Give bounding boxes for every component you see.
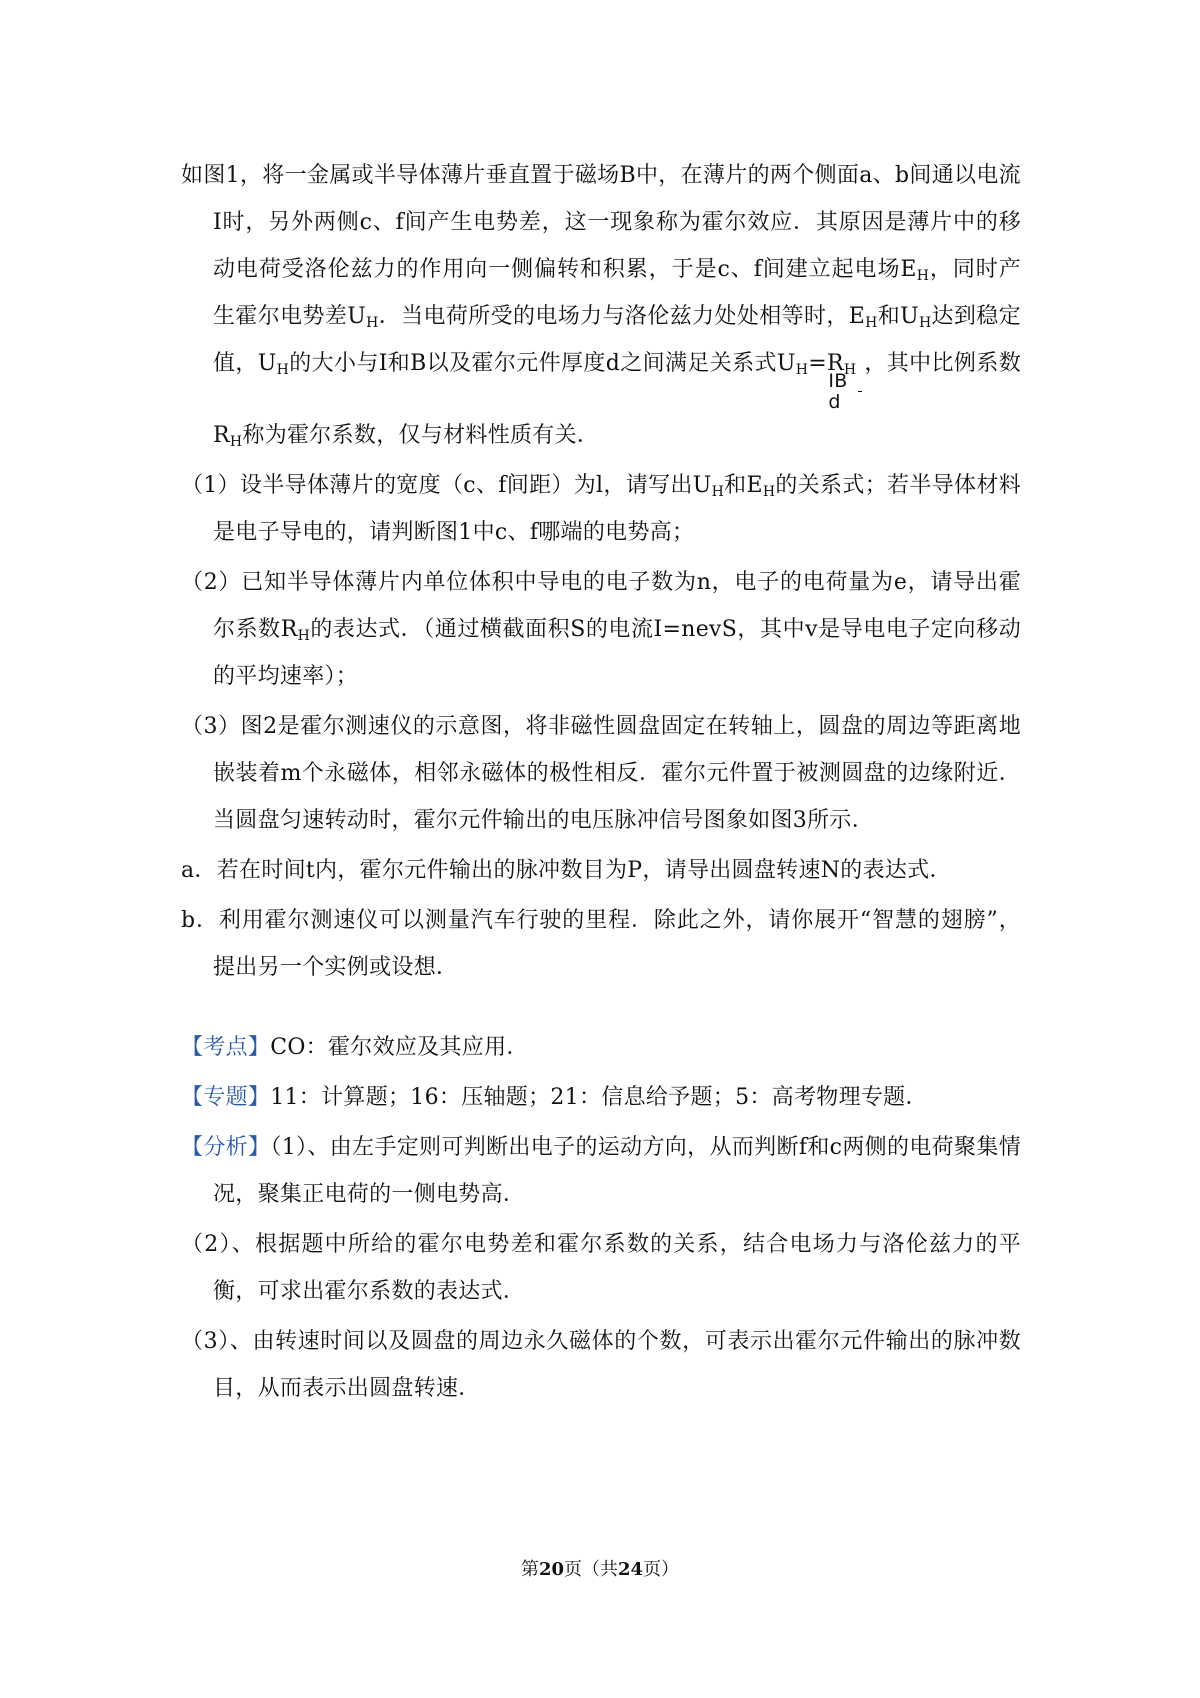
answer-zhuanti: 【专题】11：计算题；16：压轴题；21：信息给予题；5：高考物理专题． — [181, 1085, 928, 1110]
fenxi-tag: 【分析】 — [181, 1135, 271, 1160]
question-part-3: （3）图2是霍尔测速仪的示意图，将非磁性圆盘固定在转轴上，圆盘的周边等距离地嵌装着m个永磁体，相邻永磁体的极性相反．霍尔元件置于被测圆盘的边缘附近．当圆盘匀速转动时，霍尔元件输出的电压脉冲信号图象如图3所示． — [181, 714, 1021, 833]
question-part-a: a．若在时间t内，霍尔元件输出的脉冲数目为P，请导出圆盘转速N的表达式． — [181, 858, 952, 883]
page-footer: 第20页（共24页） — [520, 1559, 680, 1580]
question-intro: 如图1，将一金属或半导体薄片垂直置于磁场B中，在薄片的两个侧面a、b间通以电流I时，另外两侧c、f间产生电势差，这一现象称为霍尔效应．其原因是薄片中的移动电荷受洛伦兹力的作用向一侧偏转和积累，于是c、f间建立起电场$E_H$，同时产生霍尔电势差$U_H$．当电荷所受的电场力与洛伦兹力处处相等时，$E_H$和$U_H$达到稳定值，$U_H$的大小与I和B以及霍尔元件厚度d之间满足关系式$U_H=R_H$ $\frac{IB}{d}$ ，其中比例系数$R_H$称为霍尔系数，仅与材料性质有关． — [181, 163, 1021, 450]
answer-fenxi-1: 【分析】（1）、由左手定则可判断出电子的运动方向，从而判断f和c两侧的电荷聚集情况，聚集正电荷的一侧电势高． — [181, 1135, 1021, 1207]
document-body — [181, 152, 1021, 1415]
zhuanti-tag: 【专题】 — [181, 1085, 271, 1110]
question-part-2: （2）已知半导体薄片内单位体积中导电的电子数为n，电子的电荷量为e，请导出霍尔系数$R_H$的表达式．（通过横截面积S的电流I=nevS，其中v是导电电子定向移动的平均速率）； — [181, 570, 1021, 689]
question-part-1: （1）设半导体薄片的宽度（c、f间距）为l，请写出$U_H$和$E_H$的关系式；若半导体材料是电子导电的，请判断图1中c、f哪端的电势高； — [181, 473, 1021, 545]
question-part-b: b．利用霍尔测速仪可以测量汽车行驶的里程．除此之外，请你展开“智慧的翅膀”，提出另一个实例或设想． — [181, 908, 1021, 980]
kaodian-tag: 【考点】 — [181, 1035, 271, 1060]
total-pages: 24 — [618, 1559, 644, 1580]
answer-fenxi-3: （3）、由转速时间以及圆盘的周边永久磁体的个数，可表示出霍尔元件输出的脉冲数目，从而表示出圆盘转速． — [181, 1329, 1021, 1401]
page-number: 20 — [538, 1559, 564, 1580]
formula-fraction: $\frac{IB}{d}$ — [858, 372, 862, 412]
answer-kaodian: 【考点】CO：霍尔效应及其应用． — [181, 1035, 529, 1060]
section-gap — [181, 994, 1021, 1024]
answer-fenxi-2: （2）、根据题中所给的霍尔电势差和霍尔系数的关系，结合电场力与洛伦兹力的平衡，可求出霍尔系数的表达式． — [181, 1232, 1021, 1304]
